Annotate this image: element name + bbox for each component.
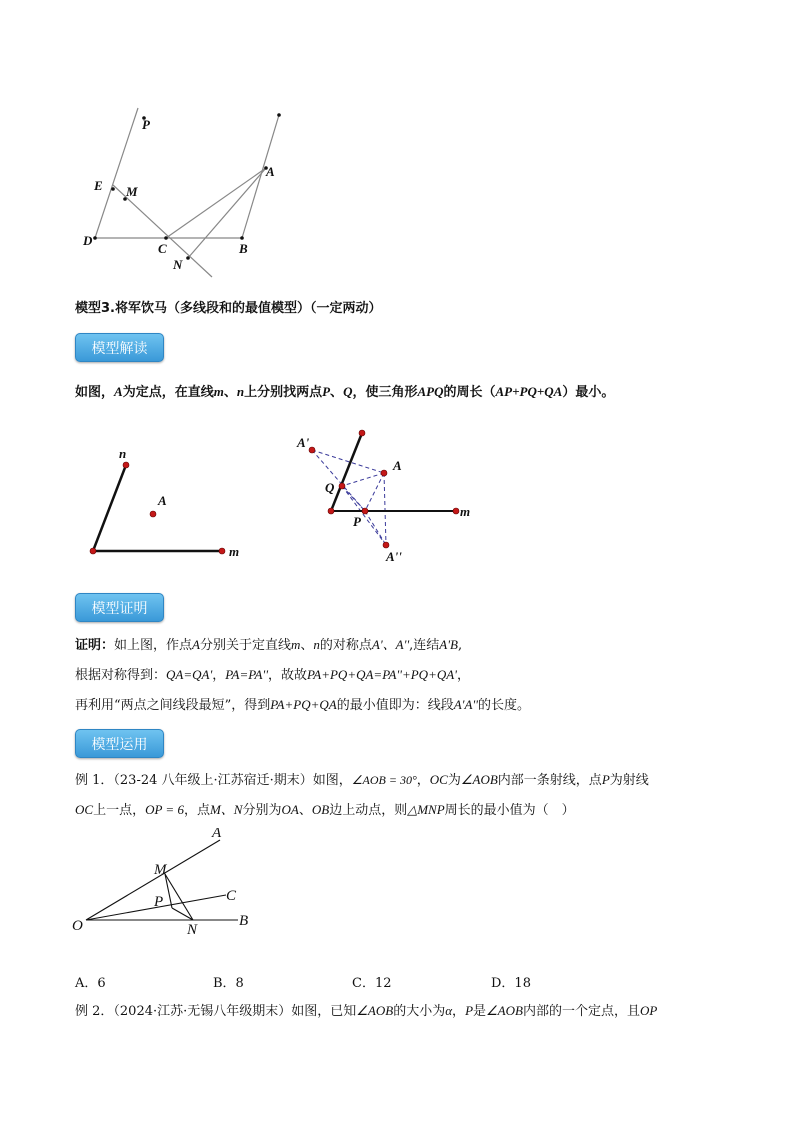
label-m: m: [460, 504, 471, 519]
label-e: E: [94, 178, 103, 193]
label-m: m: [229, 544, 240, 559]
line-dp: [95, 108, 138, 238]
example1-line-1: 例 1．（23-24 八年级上·江苏宿迁·期末）如图，∠AOB = 30°，OC为∠AOB内部一条射线，点P为射线: [75, 772, 649, 788]
option-a[interactable]: A．6: [75, 976, 106, 991]
label-d: D: [83, 233, 93, 248]
label-p: P: [154, 894, 164, 910]
line-ca: [166, 168, 266, 238]
figure-reflection: [290, 420, 490, 570]
label-c: C: [158, 241, 167, 256]
figure-top-geometry: [80, 105, 300, 285]
label-m: M: [126, 184, 138, 199]
example1-line-2: OC上一点，OP = 6，点M、N分别为OA、OB边上动点，则△MNP周长的最小值为（ ）: [75, 802, 575, 818]
badge-model-apply: 模型运用: [75, 729, 164, 758]
proof-line-2: 根据对称得到：QA=QA'，PA=PA''，故故PA+PQ+QA=PA''+PQ+QA'，: [75, 667, 470, 683]
label-a: A: [158, 493, 167, 508]
proof-line-3: 再利用“两点之间线段最短”，得到PA+PQ+QA的最小值即为：线段A'A''的长度。: [75, 697, 530, 713]
label-p: P: [353, 514, 361, 529]
label-n: N: [187, 922, 198, 938]
label-q: Q: [325, 480, 335, 495]
proof-line-1: 证明：如上图，作点A分别关于定直线m、n的对称点A'、A'',连结A'B,: [75, 637, 463, 653]
label-a: A: [393, 458, 402, 473]
label-n: n: [119, 446, 127, 461]
label-b: B: [239, 913, 249, 929]
figure-angle-point: [82, 445, 252, 570]
label-o: O: [72, 918, 83, 934]
figure-example1: [70, 828, 270, 943]
label-a-double-prime: A'': [386, 549, 402, 564]
badge-model-proof: 模型证明: [75, 593, 164, 622]
label-n: N: [173, 257, 183, 272]
label-m: M: [154, 862, 167, 878]
label-c: C: [226, 888, 237, 904]
option-d[interactable]: D．18: [491, 976, 531, 991]
badge-model-interpret: 模型解读: [75, 333, 164, 362]
section-title: 模型3.将军饮马（多线段和的最值模型）（一定两动）: [75, 301, 382, 316]
example2-line-1: 例 2．（2024·江苏·无锡八年级期末）如图，已知∠AOB的大小为α，P是∠AOB内部的一个定点，且OP: [75, 1003, 658, 1019]
label-a-prime: A': [297, 435, 310, 450]
label-b: B: [239, 241, 248, 256]
option-c[interactable]: C．12: [352, 976, 392, 991]
label-a: A: [266, 164, 275, 179]
option-b[interactable]: B．8: [213, 976, 244, 991]
line-na: [188, 168, 266, 258]
intro-paragraph: 如图，A为定点，在直线m、n上分别找两点P、Q，使三角形APQ的周长（AP+PQ+QA）最小。: [75, 384, 615, 400]
label-p: P: [142, 117, 150, 132]
label-a: A: [212, 828, 222, 841]
